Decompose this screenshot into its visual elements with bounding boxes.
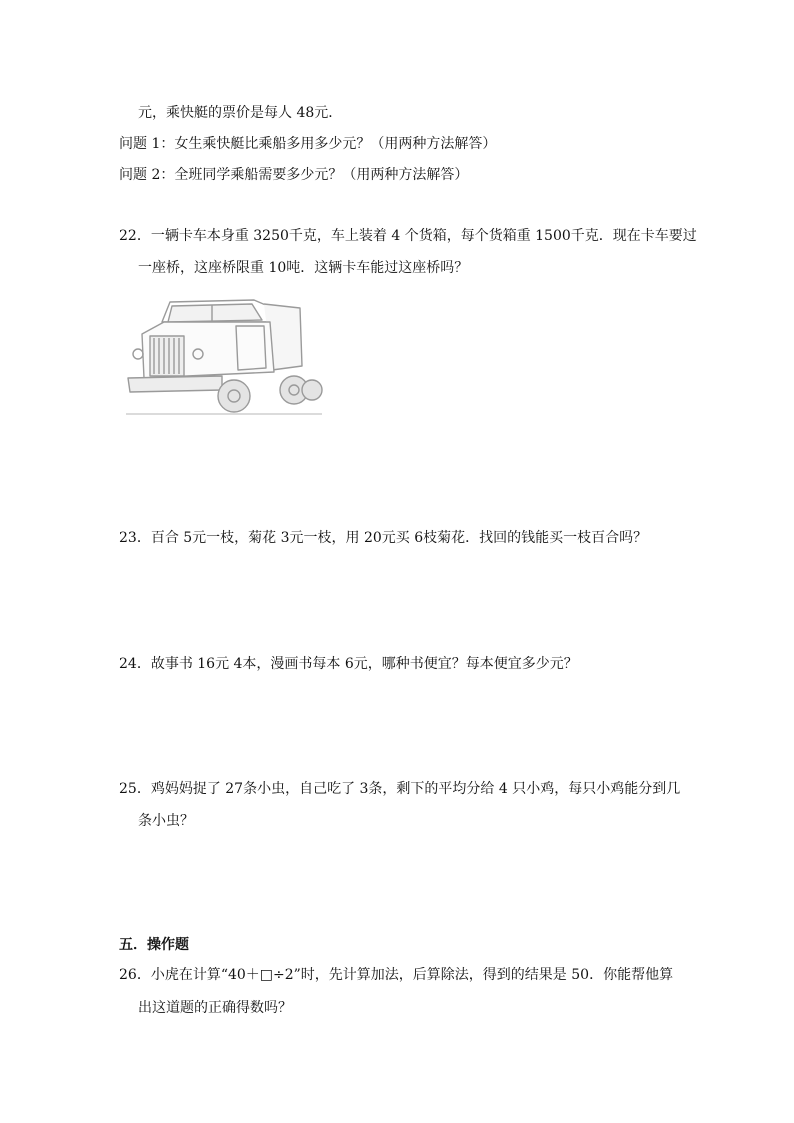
section-5-heading: 五．操作题	[119, 937, 189, 953]
q21-question-2: 问题 2：全班同学乘船需要多少元？（用两种方法解答）	[119, 167, 469, 183]
truck-icon	[124, 292, 324, 418]
q26-line-2: 出这道题的正确得数吗？	[138, 1000, 292, 1016]
q21-question-1: 问题 1：女生乘快艇比乘船多用多少元？（用两种方法解答）	[119, 136, 497, 152]
q26-line-1: 26．小虎在计算“40＋□÷2”时，先计算加法，后算除法，得到的结果是 50．你能帮他算	[119, 967, 674, 983]
q22-line-2: 一座桥，这座桥限重 10吨．这辆卡车能过这座桥吗？	[138, 260, 469, 276]
q23-line-1: 23．百合 5元一枝，菊花 3元一枝，用 20元买 6枝菊花．找回的钱能买一枝百合吗？	[119, 530, 648, 546]
q22-line-1: 22．一辆卡车本身重 3250千克，车上装着 4 个货箱，每个货箱重 1500千克．现在卡车要过	[119, 228, 697, 244]
q25-line-2: 条小虫？	[138, 813, 194, 829]
q24-line-1: 24．故事书 16元 4本，漫画书每本 6元，哪种书便宜？每本便宜多少元？	[119, 656, 578, 672]
q21-continuation: 元，乘快艇的票价是每人 48元．	[138, 105, 343, 121]
q25-line-1: 25．鸡妈妈捉了 27条小虫，自己吃了 3条，剩下的平均分给 4 只小鸡，每只小鸡能分到几	[119, 781, 681, 797]
